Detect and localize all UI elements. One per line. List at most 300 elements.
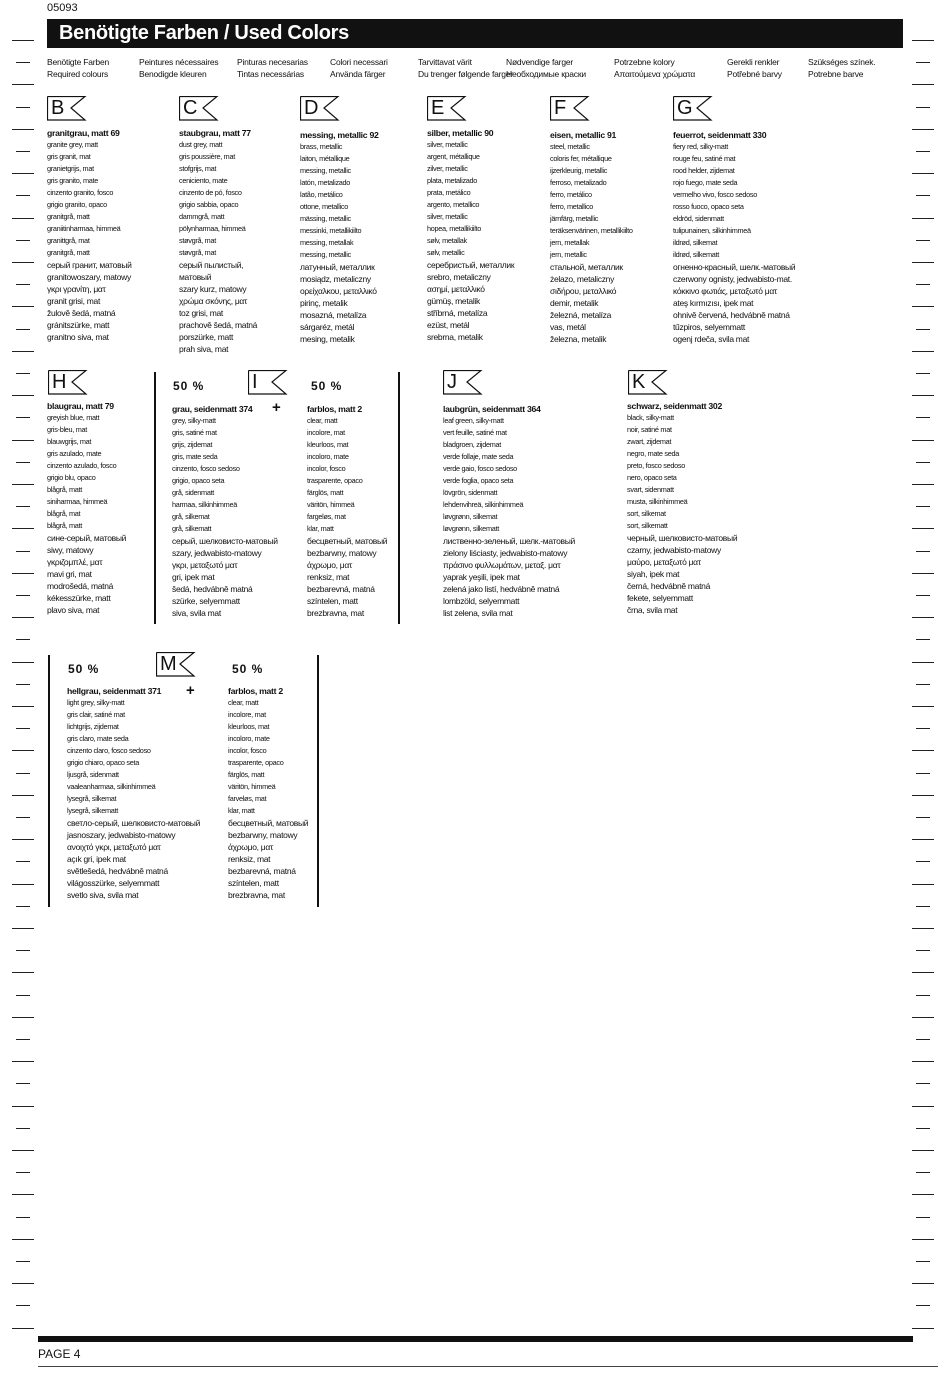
color-translation: ferro, metallico xyxy=(550,202,594,211)
color-translation: gris poussière, mat xyxy=(179,152,235,161)
color-translation: mesing, metalik xyxy=(300,334,355,344)
color-translation: бесцветный, матовый xyxy=(307,536,388,546)
color-translation: fiery red, silky-matt xyxy=(673,142,728,151)
color-translation: σιδήρου, μεταλλικό xyxy=(550,286,617,296)
language-column xyxy=(808,56,875,80)
color-translation: jasnoszary, jedwabisto-matowy xyxy=(67,830,176,840)
color-translation: gris claro, mate seda xyxy=(67,734,129,743)
color-translation: sort, silkematt xyxy=(627,521,668,530)
color-translation: incolore, mat xyxy=(228,710,266,719)
color-translation: preto, fosco sedoso xyxy=(627,461,685,470)
color-letter: H xyxy=(52,371,67,393)
ruler-tick xyxy=(916,329,930,330)
ruler-tick xyxy=(912,617,934,618)
color-translation: vert feuille, satiné mat xyxy=(443,428,507,437)
color-translation: ljusgrå, sidenmatt xyxy=(67,770,119,779)
ruler-tick xyxy=(912,928,934,929)
ruler-tick xyxy=(16,1039,30,1040)
color-translation: черный, шелковисто-матовый xyxy=(627,533,738,543)
ruler-tick xyxy=(16,240,30,241)
color-translation: zelená jako listí, hedvábně matná xyxy=(443,584,560,594)
color-translation: sølv, metallak xyxy=(427,236,467,245)
ruler-tick xyxy=(16,284,30,285)
color-translation: gris granito, mate xyxy=(47,176,98,185)
color-translation: messing, metallak xyxy=(300,238,354,247)
color-block-d xyxy=(300,129,379,345)
color-translation: fekete, selyemmatt xyxy=(627,593,693,603)
ruler-tick xyxy=(912,129,934,130)
color-translation: jern, metallak xyxy=(550,238,590,247)
color-name: blaugrau, matt 79 xyxy=(47,401,114,411)
color-translation: žulově šedá, matná xyxy=(47,308,116,318)
ruler-tick xyxy=(916,1039,930,1040)
color-translation: hopea, metallikiilto xyxy=(427,224,482,233)
color-translation: clear, matt xyxy=(228,698,259,707)
color-translation: blågrå, matt xyxy=(47,521,82,530)
ruler-tick xyxy=(912,218,934,219)
language-label: Potrebne barve xyxy=(808,69,864,79)
color-translation: латунный, металлик xyxy=(300,262,375,272)
color-translation: grigio blu, opaco xyxy=(47,473,96,482)
ruler-tick xyxy=(16,1083,30,1084)
color-translation: černá, hedvábně matná xyxy=(627,581,711,591)
language-column xyxy=(47,56,109,80)
ruler-tick xyxy=(12,662,34,663)
color-block-i2 xyxy=(307,403,387,619)
ruler-tick xyxy=(912,1239,934,1240)
color-translation: negro, mate seda xyxy=(627,449,679,458)
color-translation: noir, satiné mat xyxy=(627,425,672,434)
mix-divider-right xyxy=(398,372,400,624)
color-block-f xyxy=(550,129,633,345)
color-translation: cinzento, fosco sedoso xyxy=(172,464,240,473)
ruler-tick xyxy=(12,706,34,707)
ruler-tick xyxy=(916,728,930,729)
color-translation: eldröd, sidenmatt xyxy=(673,214,724,223)
mix-percent-i1: 50 % xyxy=(173,379,205,393)
ruler-tick xyxy=(16,950,30,951)
color-translation: lysegrå, silkematt xyxy=(67,806,118,815)
color-translation: renksiz, mat xyxy=(307,572,350,582)
ruler-tick xyxy=(912,40,934,41)
color-translation: mavi gri, mat xyxy=(47,569,92,579)
ruler-tick xyxy=(912,1061,934,1062)
color-translation: rouge feu, satiné mat xyxy=(673,154,736,163)
color-translation: szary, jedwabisto-matowy xyxy=(172,548,262,558)
ruler-tick xyxy=(912,1017,934,1018)
color-translation: incoloro, mate xyxy=(228,734,270,743)
color-name: laubgrün, seidenmatt 364 xyxy=(443,404,541,414)
ruler-tick xyxy=(12,1017,34,1018)
color-translation: ogenj rdeča, svila mat xyxy=(673,334,750,344)
color-translation: laiton, métallique xyxy=(300,154,350,163)
color-translation: messing, metallic xyxy=(300,166,351,175)
ruler-tick xyxy=(12,218,34,219)
color-name: messing, metallic 92 xyxy=(300,130,379,140)
language-column xyxy=(330,56,388,80)
color-letter-tag xyxy=(550,96,590,120)
color-translation: γκρι, μεταξωτό ματ xyxy=(172,560,238,570)
color-translation: χρώμα σκόνης, ματ xyxy=(179,296,248,306)
color-letter-tag xyxy=(300,96,340,120)
color-translation: black, silky-matt xyxy=(627,413,674,422)
color-translation: bezbarwny, matowy xyxy=(228,830,298,840)
color-letter: M xyxy=(160,653,177,675)
ruler-tick xyxy=(12,928,34,929)
ruler-tick xyxy=(16,1217,30,1218)
color-translation: светло-серый, шелковисто-матовый xyxy=(67,818,201,828)
color-translation: lichtgrijs, zijdemat xyxy=(67,722,119,731)
color-block-j xyxy=(443,403,575,619)
ruler-tick xyxy=(912,662,934,663)
color-translation: svetlo siva, svila mat xyxy=(67,890,139,900)
ruler-tick xyxy=(916,107,930,108)
color-translation: sárgaréz, metál xyxy=(300,322,355,332)
color-translation: musta, silkinhimmeä xyxy=(627,497,688,506)
language-label: Απαιτούμενα χρώματα xyxy=(614,69,696,79)
language-label: Benodigde kleuren xyxy=(139,69,207,79)
color-translation: ateş kırmızısı, ipek mat xyxy=(673,298,754,308)
color-translation: lombzöld, selyemmatt xyxy=(443,596,520,606)
color-name: hellgrau, seidenmatt 371 xyxy=(67,686,162,696)
color-translation: grijs, zijdemat xyxy=(172,440,213,449)
color-translation: plata, metalizado xyxy=(427,176,478,185)
ruler-tick xyxy=(12,173,34,174)
color-translation: vas, metál xyxy=(550,322,586,332)
ruler-tick xyxy=(12,84,34,85)
color-translation: mosazná, metalíza xyxy=(300,310,367,320)
ruler-tick xyxy=(916,1172,930,1173)
ruler-tick xyxy=(12,1239,34,1240)
ruler-tick xyxy=(912,972,934,973)
color-translation: ijzerkleurig, metallic xyxy=(550,166,608,175)
color-translation: mosiądz, metaliczny xyxy=(300,274,371,284)
ruler-tick xyxy=(12,1061,34,1062)
ruler-tick xyxy=(12,1194,34,1195)
ruler-tick xyxy=(912,528,934,529)
ruler-tick xyxy=(16,861,30,862)
color-translation: серый гранит, матовый xyxy=(47,260,132,270)
mix-divider-left-m xyxy=(48,655,50,907)
language-column xyxy=(418,56,513,80)
color-translation: siwy, matowy xyxy=(47,545,94,555)
color-translation: лиственно-зеленый, шелк.-матовый xyxy=(443,536,575,546)
color-block-h xyxy=(47,400,126,616)
color-translation: greyish blue, matt xyxy=(47,413,100,422)
ruler-tick xyxy=(912,395,934,396)
ruler-tick xyxy=(16,417,30,418)
ruler-tick xyxy=(16,1128,30,1129)
color-translation: granitno siva, mat xyxy=(47,332,109,342)
ruler-tick xyxy=(16,151,30,152)
color-translation: toz grisi, mat xyxy=(179,308,223,318)
color-translation: dammgrå, matt xyxy=(179,212,225,221)
mix-plus-i: + xyxy=(272,399,281,416)
ruler-tick xyxy=(916,817,930,818)
color-translation: šedá, hedvábně matná xyxy=(172,584,253,594)
color-translation: bezbarwny, matowy xyxy=(307,548,377,558)
color-translation: ceniciento, mate xyxy=(179,176,228,185)
color-translation: blågrå, mat xyxy=(47,509,81,518)
ruler-tick xyxy=(16,551,30,552)
ruler-tick xyxy=(916,151,930,152)
color-translation: demir, metalik xyxy=(550,298,599,308)
document-code: 05093 xyxy=(47,2,78,14)
color-translation: granietgrijs, mat xyxy=(47,164,94,173)
ruler-tick xyxy=(916,551,930,552)
color-letter: E xyxy=(431,97,445,119)
ruler-tick xyxy=(12,395,34,396)
ruler-tick xyxy=(912,1150,934,1151)
color-translation: granitgrå, matt xyxy=(47,212,90,221)
color-translation: mässing, metallic xyxy=(300,214,351,223)
color-letter-tag xyxy=(443,370,483,394)
color-block-m2 xyxy=(228,685,308,901)
color-letter: B xyxy=(51,97,65,119)
ruler-tick xyxy=(16,462,30,463)
mix-divider-left xyxy=(154,372,156,624)
color-translation: argento, metallico xyxy=(427,200,480,209)
color-translation: fargeløs, mat xyxy=(307,512,346,521)
ruler-tick xyxy=(916,595,930,596)
ruler-tick xyxy=(12,262,34,263)
color-translation: άχρωμο, ματ xyxy=(228,842,274,852)
color-translation: огненно-красный, шелк.-матовый xyxy=(673,262,796,272)
color-translation: bezbarevná, matná xyxy=(307,584,375,594)
ruler-tick xyxy=(12,484,34,485)
color-translation: ildrød, silkemat xyxy=(673,238,718,247)
color-translation: grå, silkemat xyxy=(172,512,210,521)
color-translation: gris granit, mat xyxy=(47,152,91,161)
ruler-tick xyxy=(16,639,30,640)
color-block-c xyxy=(179,127,257,355)
ruler-tick xyxy=(916,195,930,196)
ruler-tick xyxy=(12,528,34,529)
ruler-tick xyxy=(12,573,34,574)
mix-plus-m: + xyxy=(186,682,195,699)
color-translation: modrošedá, matná xyxy=(47,581,114,591)
color-translation: rojo fuego, mate seda xyxy=(673,178,738,187)
ruler-tick xyxy=(12,617,34,618)
color-translation: steel, metallic xyxy=(550,142,590,151)
language-label: Nødvendige farger xyxy=(506,57,573,67)
ruler-tick xyxy=(916,773,930,774)
language-label: Tarvittavat värit xyxy=(418,57,472,67)
color-translation: prah siva, mat xyxy=(179,344,229,354)
color-translation: ferroso, metalizado xyxy=(550,178,607,187)
color-translation: bladgroen, zijdemat xyxy=(443,440,501,449)
color-translation: nero, opaco seta xyxy=(627,473,677,482)
color-letter: I xyxy=(252,371,258,393)
color-translation: dust grey, matt xyxy=(179,140,223,149)
color-name: feuerrot, seidenmatt 330 xyxy=(673,130,767,140)
color-translation: clear, matt xyxy=(307,416,338,425)
color-translation: czarny, jedwabisto-matowy xyxy=(627,545,721,555)
color-translation: granittgrå, mat xyxy=(47,236,90,245)
color-name: silber, metallic 90 xyxy=(427,128,494,138)
color-translation: klar, matt xyxy=(228,806,255,815)
color-letter-tag xyxy=(179,96,219,120)
color-translation: grigio, opaco seta xyxy=(172,476,225,485)
color-translation: rosso fuoco, opaco seta xyxy=(673,202,744,211)
color-letter: J xyxy=(447,371,457,393)
color-translation: grå, sidenmatt xyxy=(172,488,215,497)
color-block-g xyxy=(673,129,795,345)
ruler-tick xyxy=(16,62,30,63)
language-label: Du trenger følgende farger xyxy=(418,69,513,79)
color-translation: jern, metallic xyxy=(550,250,587,259)
color-translation: väritön, himmeä xyxy=(307,500,355,509)
color-translation: lövgrön, sidenmatt xyxy=(443,488,498,497)
footer-bar xyxy=(38,1336,913,1342)
color-translation: ferro, metálico xyxy=(550,190,592,199)
ruler-tick xyxy=(916,684,930,685)
ruler-tick xyxy=(912,795,934,796)
color-translation: železná, metalíza xyxy=(550,310,612,320)
footer-rule xyxy=(38,1366,938,1367)
color-translation: γκρι γρανίτη, ματ xyxy=(47,284,106,294)
color-translation: сине-серый, матовый xyxy=(47,533,127,543)
language-column xyxy=(237,56,308,80)
color-translation: gümüş, metalik xyxy=(427,296,480,306)
ruler-tick xyxy=(912,573,934,574)
color-letter-tag xyxy=(47,96,87,120)
ruler-tick xyxy=(16,373,30,374)
color-translation: vermelho vivo, fosco sedoso xyxy=(673,190,757,199)
color-translation: färglös, matt xyxy=(307,488,344,497)
ruler-tick xyxy=(916,462,930,463)
color-translation: színtelen, matt xyxy=(307,596,358,606)
color-translation: støvgrå, mat xyxy=(179,236,216,245)
ruler-tick xyxy=(916,950,930,951)
language-label: Peintures nécessaires xyxy=(139,57,219,67)
color-translation: színtelen, matt xyxy=(228,878,279,888)
color-letter-tag xyxy=(156,652,196,676)
color-translation: zwart, zijdemat xyxy=(627,437,672,446)
color-translation: siniharmaa, himmeä xyxy=(47,497,108,506)
color-letter-tag xyxy=(427,96,467,120)
ruler-tick xyxy=(16,329,30,330)
color-translation: granitgrå, matt xyxy=(47,248,90,257)
color-letter: F xyxy=(554,97,567,119)
language-label: Använda färger xyxy=(330,69,386,79)
color-translation: cinzento de pó, fosco xyxy=(179,188,242,197)
color-translation: tulipunainen, silkinhimmeä xyxy=(673,226,751,235)
color-translation: stříbrná, metalíza xyxy=(427,308,488,318)
ruler-tick xyxy=(916,506,930,507)
ruler-tick xyxy=(916,240,930,241)
color-translation: färglös, matt xyxy=(228,770,265,779)
language-column xyxy=(139,56,218,80)
ruler-tick xyxy=(916,284,930,285)
color-translation: pirinç, metalik xyxy=(300,298,348,308)
ruler-tick xyxy=(12,40,34,41)
color-translation: coloris fer, métallique xyxy=(550,154,612,163)
language-label: Szükséges színek. xyxy=(808,57,876,67)
color-translation: серебристый, металлик xyxy=(427,260,515,270)
color-letter-tag xyxy=(48,370,88,394)
color-translation: zielony liściasty, jedwabisto-matowy xyxy=(443,548,568,558)
color-translation: gris clair, satiné mat xyxy=(67,710,125,719)
ruler-tick xyxy=(12,440,34,441)
color-translation: ανοιχτό γκρι, μεταξωτό ματ xyxy=(67,842,161,852)
ruler-tick xyxy=(16,1305,30,1306)
color-translation: κόκκινο φωτιάς, μεταξωτό ματ xyxy=(673,286,777,296)
color-translation: incolor, fosco xyxy=(307,464,346,473)
color-translation: järnfärg, metallic xyxy=(550,214,599,223)
ruler-tick xyxy=(16,1172,30,1173)
ruler-tick xyxy=(916,62,930,63)
ruler-tick xyxy=(912,884,934,885)
color-translation: πράσινο φυλλωμάτων, μεταξ. ματ xyxy=(443,560,561,570)
color-letter-tag xyxy=(628,370,668,394)
color-translation: ohnivě červená, hedvábně matná xyxy=(673,310,790,320)
color-translation: γκριζομπλέ, ματ xyxy=(47,557,103,567)
color-translation: pölynharmaa, himmeä xyxy=(179,224,246,233)
language-label: Необходимые краски xyxy=(506,69,586,79)
color-translation: messinki, metallikiilto xyxy=(300,226,362,235)
color-translation: brezbravna, mat xyxy=(307,608,364,618)
color-block-k xyxy=(627,400,737,616)
color-name: schwarz, seidenmatt 302 xyxy=(627,401,722,411)
color-translation: gránitszürke, matt xyxy=(47,320,110,330)
ruler-tick xyxy=(916,1083,930,1084)
ruler-tick xyxy=(12,750,34,751)
color-block-e xyxy=(427,127,514,343)
ruler-tick xyxy=(916,906,930,907)
ruler-tick xyxy=(12,795,34,796)
language-label: Potřebné barvy xyxy=(727,69,782,79)
color-name: farblos, matt 2 xyxy=(307,404,362,414)
color-translation: sort, silkemat xyxy=(627,509,666,518)
color-translation: silver, metallic xyxy=(427,140,468,149)
color-translation: siva, svila mat xyxy=(172,608,221,618)
color-translation: grigio granito, opaco xyxy=(47,200,107,209)
language-column xyxy=(614,56,695,80)
ruler-tick xyxy=(912,84,934,85)
color-block-m1 xyxy=(67,685,200,901)
color-translation: granit grisi, mat xyxy=(47,296,101,306)
color-translation: messing, metallic xyxy=(300,250,351,259)
ruler-tick xyxy=(12,884,34,885)
color-translation: verde foglia, opaco seta xyxy=(443,476,514,485)
color-translation: plavo siva, mat xyxy=(47,605,100,615)
ruler-tick xyxy=(12,972,34,973)
color-translation: blågrå, matt xyxy=(47,485,82,494)
color-translation: farveløs, mat xyxy=(228,794,267,803)
color-translation: trasparente, opaco xyxy=(307,476,363,485)
ruler-tick xyxy=(12,1106,34,1107)
ruler-tick xyxy=(12,1283,34,1284)
color-translation: løvgrønn, silkemat xyxy=(443,512,498,521)
color-translation: серый, шелковисто-матовый xyxy=(172,536,278,546)
color-translation: kleurloos, mat xyxy=(307,440,349,449)
ruler-tick xyxy=(12,129,34,130)
color-letter: K xyxy=(632,371,646,393)
color-translation: prata, metálico xyxy=(427,188,471,197)
color-translation: prachově šedá, matná xyxy=(179,320,258,330)
color-translation: stofgrijs, mat xyxy=(179,164,217,173)
color-translation: srebro, metaliczny xyxy=(427,272,491,282)
color-translation: серый пылистый, xyxy=(179,260,244,270)
color-translation: teräksenvärinen, metallikiilto xyxy=(550,226,633,235)
ruler-tick xyxy=(16,506,30,507)
color-translation: gris, satiné mat xyxy=(172,428,217,437)
page-title: Benötigte Farben / Used Colors xyxy=(47,19,903,48)
color-translation: granite grey, matt xyxy=(47,140,98,149)
color-translation: kékesszürke, matt xyxy=(47,593,111,603)
ruler-tick xyxy=(16,906,30,907)
